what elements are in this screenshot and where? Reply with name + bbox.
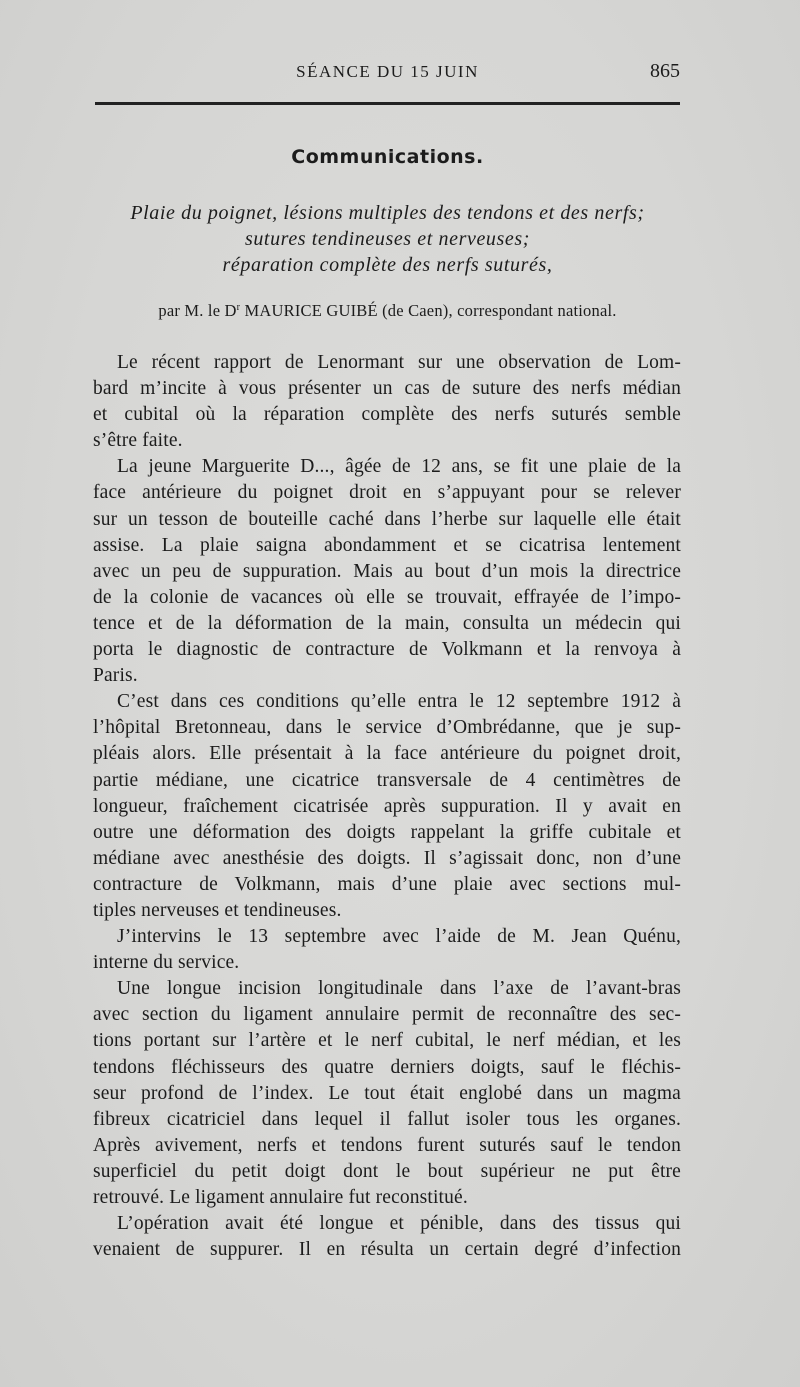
section-heading: Communications. — [291, 146, 484, 168]
page-number: 865 — [650, 60, 680, 82]
paragraph — [93, 976, 681, 1211]
paragraph — [93, 1211, 681, 1263]
paragraph — [93, 924, 681, 976]
text-line: sur un tesson de bouteille caché dans l’herbe sur laquelle elle était — [93, 508, 681, 530]
text-line: J’intervins le 13 septembre avec l’aide de M. Jean Quénu, — [117, 926, 681, 948]
text-line: superficiel du petit doigt dont le bout supérieur ne put être — [93, 1160, 681, 1182]
text-line: avec un peu de suppuration. Mais au bout d’un mois la directrice — [93, 560, 681, 582]
text-line: face antérieure du poignet droit en s’appuyant pour se relever — [93, 482, 681, 504]
article-title-line: sutures tendineuses et nerveuses; — [244, 228, 531, 250]
text-line: tence et de la déformation de la main, consulta un médecin qui — [93, 612, 681, 634]
header-rule — [95, 102, 680, 105]
paragraph — [93, 689, 681, 924]
paragraph — [93, 454, 681, 689]
text-line: Le récent rapport de Lenormant sur une observation de Lom- — [117, 352, 681, 373]
byline — [95, 301, 680, 321]
text-line: l’hôpital Bretonneau, dans le service d’Ombrédanne, que je sup- — [93, 717, 681, 739]
text-line: retrouvé. Le ligament annulaire fut reconstitué. — [93, 1187, 468, 1208]
text-line: C’est dans ces conditions qu’elle entra le 12 septembre 1912 à — [117, 691, 681, 713]
running-head — [95, 60, 680, 90]
text-line: seur profond de l’index. Le tout était englobé dans un magma — [93, 1082, 681, 1104]
text-line: s’être faite. — [93, 430, 183, 452]
text-line: bard m’incite à vous présenter un cas de suture des nerfs médian — [93, 378, 681, 400]
text-line: Une longue incision longitudinale dans l’axe de l’avant-bras — [117, 978, 681, 1000]
byline-prefix: par M. le D — [158, 301, 237, 320]
text-line: interne du service. — [93, 952, 240, 974]
text-line: pléais alors. Elle présentait à la face antérieure du poignet droit, — [93, 743, 681, 765]
text-line: tiples nerveuses et tendineuses. — [93, 899, 342, 921]
body-text — [93, 350, 681, 1263]
text-line: assise. La plaie saigna abondamment et se cicatrisa lentement — [93, 534, 681, 556]
text-line: fibreux cicatriciel dans lequel il fallut isoler tous les organes. — [93, 1108, 681, 1130]
text-line: tions portant sur l’artère et le nerf cubital, le nerf médian, et les — [93, 1030, 681, 1052]
text-line: Paris. — [93, 665, 138, 687]
running-title: SÉANCE DU 15 JUIN — [296, 62, 479, 81]
byline-name: MAURICE GUIBÉ (de Caen), correspondant national. — [244, 301, 617, 320]
paragraph — [93, 350, 681, 454]
article-title — [95, 200, 680, 278]
article-title-line: réparation complète des nerfs suturés, — [222, 254, 553, 276]
text-line: porta le diagnostic de contracture de Volkmann et la renvoya à — [93, 639, 681, 661]
text-line: de la colonie de vacances où elle se trouvait, effrayée de l’impo- — [93, 586, 681, 608]
text-line: La jeune Marguerite D..., âgée de 12 ans, se fit une plaie de la — [117, 456, 681, 478]
text-line: longueur, fraîchement cicatrisée après suppuration. Il y avait en — [93, 795, 681, 817]
text-line: venaient de suppurer. Il en résulta un certain degré d’infection — [93, 1239, 681, 1261]
text-line: tendons fléchisseurs des quatre derniers doigts, sauf le fléchis- — [93, 1056, 681, 1078]
text-line: médiane avec anesthésie des doigts. Il s’agissait donc, non d’une — [93, 847, 681, 869]
text-line: outre une déformation des doigts rappelant la griffe cubitale et — [93, 821, 681, 843]
text-line: et cubital où la réparation complète des nerfs suturés semble — [93, 404, 681, 426]
article-title-line: Plaie du poignet, lésions multiples des tendons et des nerfs; — [130, 202, 645, 224]
byline-superscript: r — [236, 302, 241, 313]
text-line: contracture de Volkmann, mais d’une plaie avec sections mul- — [93, 873, 681, 895]
text-line: partie médiane, une cicatrice transversale de 4 centimètres de — [93, 769, 681, 791]
text-line: avec section du ligament annulaire permit de reconnaître des sec- — [93, 1004, 681, 1026]
text-line: L’opération avait été longue et pénible, dans des tissus qui — [117, 1213, 681, 1235]
text-line: Après avivement, nerfs et tendons furent suturés sauf le tendon — [93, 1134, 681, 1156]
